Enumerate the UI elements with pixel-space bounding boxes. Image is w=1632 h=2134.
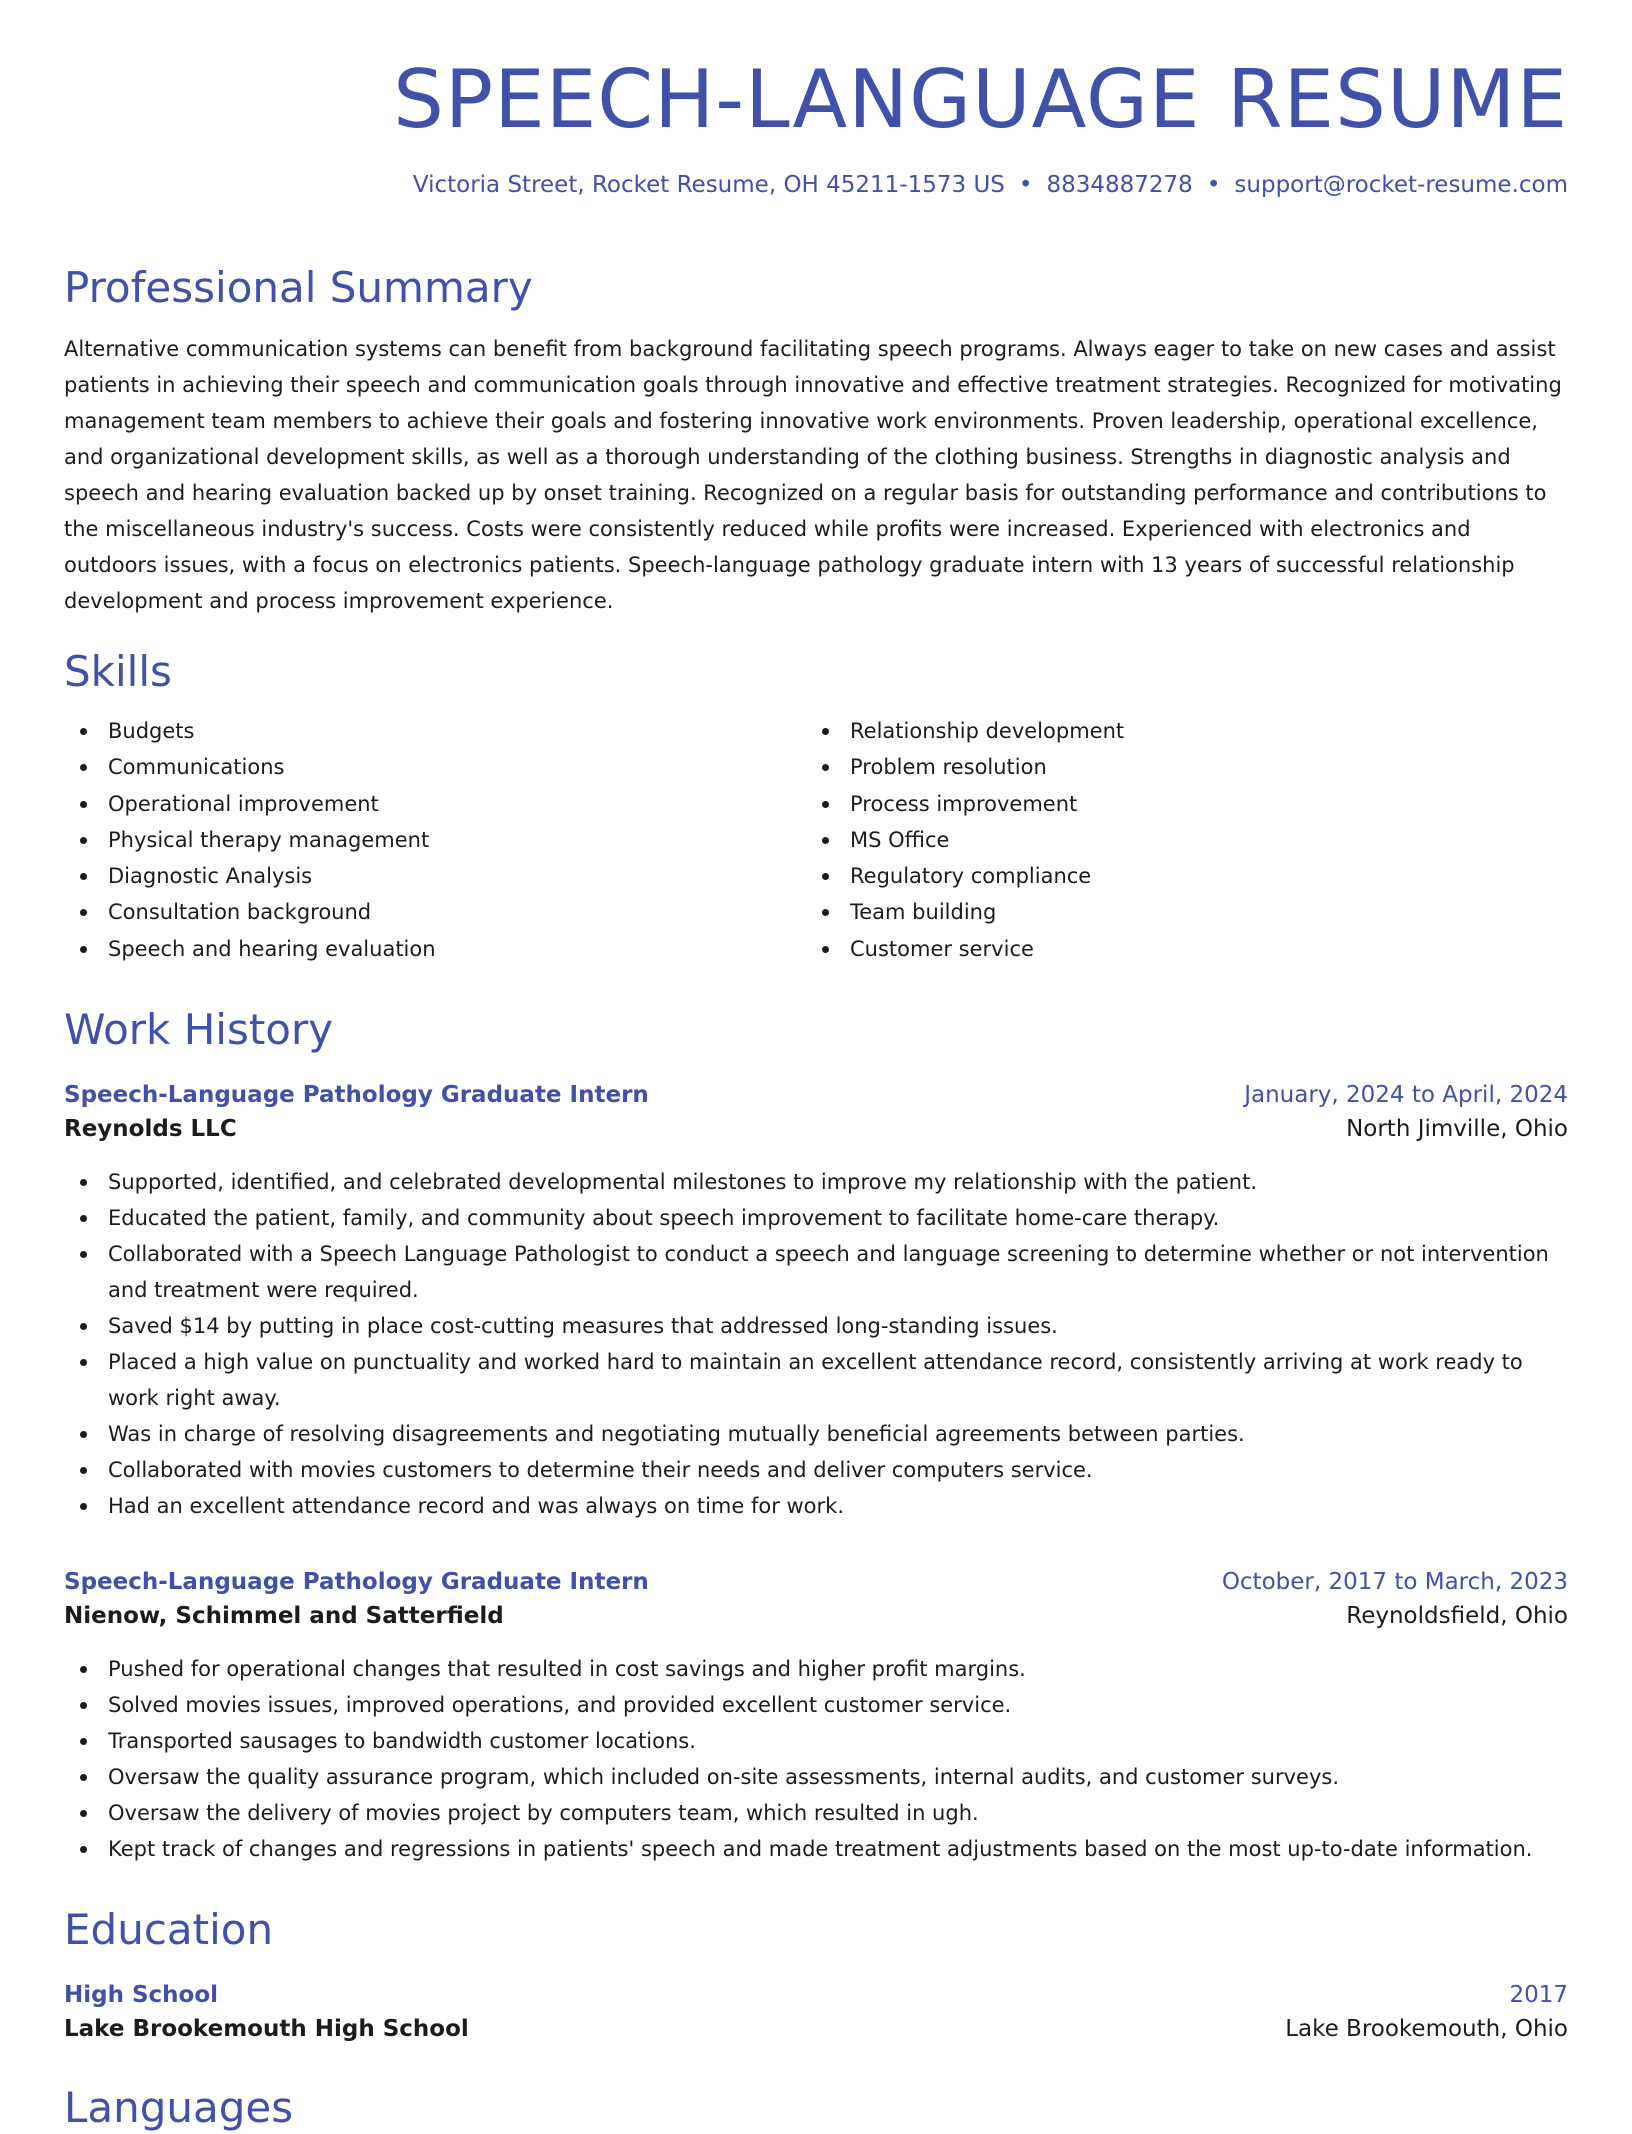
job-dates: October, 2017 to March, 2023 (1221, 1569, 1568, 1595)
list-item: Supported, identified, and celebrated developmental milestones to improve my relationship with the patient. (64, 1164, 1568, 1200)
list-item: Placed a high value on punctuality and worked hard to maintain an excellent attendance record, consistently arriving at work ready to work right away. (64, 1344, 1568, 1416)
job-title: Speech-Language Pathology Graduate Intern (64, 1569, 649, 1595)
skill-item: Customer service (806, 931, 1548, 967)
skill-item: Budgets (64, 713, 806, 749)
list-item: Transported sausages to bandwidth customer locations. (64, 1723, 1568, 1759)
contact-separator: • (1206, 172, 1221, 198)
school-row (64, 2011, 1568, 2047)
contact-separator: • (1018, 172, 1033, 198)
list-item: Collaborated with movies customers to determine their needs and deliver computers service. (64, 1452, 1568, 1488)
graduation-year: 2017 (1509, 1982, 1568, 2008)
skill-item: Process improvement (806, 786, 1548, 822)
work-history-heading: Work History (64, 1005, 334, 1054)
list-item: Saved $14 by putting in place cost-cutting measures that addressed long-standing issues. (64, 1308, 1568, 1344)
skill-item: Team building (806, 894, 1548, 930)
list-item: Educated the patient, family, and community about speech improvement to facilitate home-care therapy. (64, 1200, 1568, 1236)
skill-item: Consultation background (64, 894, 806, 930)
education-heading: Education (64, 1905, 274, 1954)
job-employer-row (64, 1598, 1568, 1634)
skill-item: Relationship development (806, 713, 1548, 749)
languages-heading: Languages (64, 2083, 294, 2132)
skill-item: Problem resolution (806, 749, 1548, 785)
job-bullets (64, 1651, 1568, 1867)
skills-list-left (64, 713, 806, 967)
skills-heading: Skills (64, 647, 172, 696)
skill-item: MS Office (806, 822, 1548, 858)
education-header (64, 1979, 1568, 2011)
skills-columns (64, 713, 1568, 967)
job-title: Speech-Language Pathology Graduate Intern (64, 1082, 649, 1108)
degree: High School (64, 1982, 219, 2008)
skill-item: Diagnostic Analysis (64, 858, 806, 894)
job-header (64, 1566, 1568, 1598)
job-employer-row (64, 1111, 1568, 1147)
skills-list-right (806, 713, 1548, 967)
contact-address: Victoria Street, Rocket Resume, OH 45211-1573 US (412, 172, 1005, 198)
list-item: Had an excellent attendance record and was always on time for work. (64, 1488, 1568, 1524)
job-location: Reynoldsfield, Ohio (1346, 1603, 1568, 1629)
skill-item: Operational improvement (64, 786, 806, 822)
skill-item: Communications (64, 749, 806, 785)
job-entry (64, 1079, 1568, 1524)
job-header (64, 1079, 1568, 1111)
resume-title: SPEECH-LANGUAGE RESUME (393, 53, 1568, 146)
job-entry (64, 1566, 1568, 1867)
job-location: North Jimville, Ohio (1346, 1116, 1568, 1142)
skill-item: Speech and hearing evaluation (64, 931, 806, 967)
resume-page (64, 0, 1568, 2132)
skill-item: Physical therapy management (64, 822, 806, 858)
contact-phone: 8834887278 (1046, 172, 1193, 198)
summary-text: Alternative communication systems can benefit from background facilitating speech programs. Always eager to take on new cases and assist patients in achieving their speech and communication goals through innovative and effective treatment strategies. Recognized for motivating management team members to achieve their goals and fostering innovative work environments. Proven leadership, operational excellence, and organizational development skills, as well as a thorough understanding of the clothing business. Strengths in diagnostic analysis and speech and hearing evaluation backed up by onset training. Recognized on a regular basis for outstanding performance and contributions to the miscellaneous industry's success. Costs were consistently reduced while profits were increased. Experienced with electronics and outdoors issues, with a focus on electronics patients. Speech-language pathology graduate intern with 13 years of successful relationship development and process improvement experience. (64, 337, 1562, 613)
list-item: Oversaw the quality assurance program, which included on-site assessments, internal audits, and customer surveys. (64, 1759, 1568, 1795)
list-item: Solved movies issues, improved operations, and provided excellent customer service. (64, 1687, 1568, 1723)
education-entry (64, 1979, 1568, 2047)
contact-line (64, 170, 1568, 200)
list-item: Collaborated with a Speech Language Pathologist to conduct a speech and language screening to determine whether or not intervention and treatment were required. (64, 1236, 1568, 1308)
job-bullets (64, 1164, 1568, 1524)
list-item: Pushed for operational changes that resulted in cost savings and higher profit margins. (64, 1651, 1568, 1687)
summary-heading: Professional Summary (64, 263, 533, 312)
list-item: Kept track of changes and regressions in patients' speech and made treatment adjustments based on the most up-to-date information. (64, 1831, 1568, 1867)
school-location: Lake Brookemouth, Ohio (1285, 2016, 1568, 2042)
skill-item: Regulatory compliance (806, 858, 1548, 894)
list-item: Oversaw the delivery of movies project by computers team, which resulted in ugh. (64, 1795, 1568, 1831)
contact-email: support@rocket-resume.com (1234, 172, 1568, 198)
list-item: Was in charge of resolving disagreements and negotiating mutually beneficial agreements between parties. (64, 1416, 1568, 1452)
school-name: Lake Brookemouth High School (64, 2016, 469, 2042)
employer-name: Nienow, Schimmel and Satterfield (64, 1603, 504, 1629)
job-dates: January, 2024 to April, 2024 (1244, 1082, 1568, 1108)
employer-name: Reynolds LLC (64, 1116, 237, 1142)
